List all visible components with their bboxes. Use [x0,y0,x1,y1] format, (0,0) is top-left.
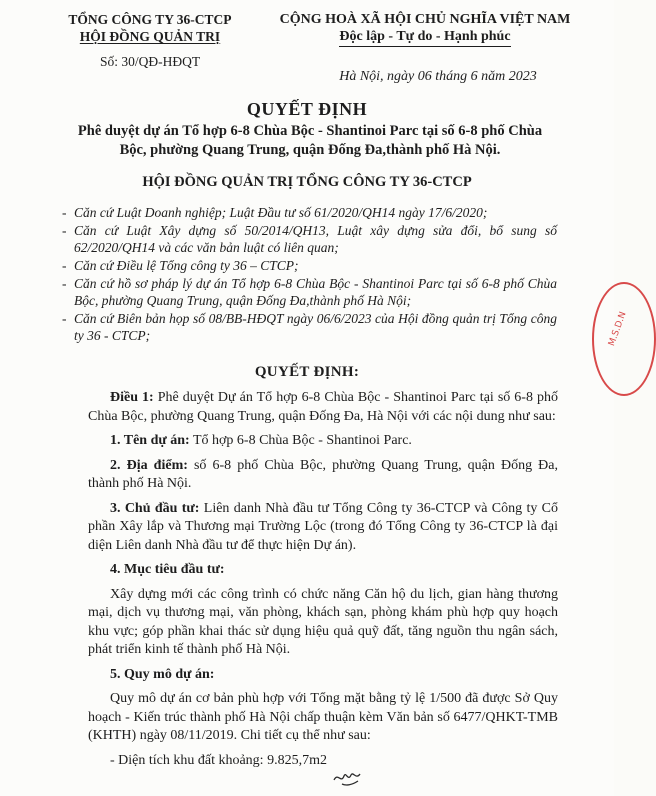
item-objective-text: Xây dựng mới các công trình có chức năng Căn hộ du lịch, gian hàng thương mại, dịch vụ thương mại, văn phòng, khách sạn, phòng khám phù hợp quy hoạch khu vực; góp phần khai thác sử dụng hiệu quả quỹ đất, tăng nguồn thu ngân sách, phát triển kinh tế thành phố Hà Nội. [88,586,558,657]
item-location: 2. Địa điểm: số 6-8 phố Chùa Bộc, phường Quang Trung, quận Đống Đa, thành phố Hà Nội. [88,457,558,491]
decision-body [88,389,558,776]
seal-text: M.S.D.N [607,310,629,348]
issue-date: Hà Nội, ngày 06 tháng 6 năm 2023 [339,69,537,84]
item-land-area: - Diện tích khu đất khoảng: 9.825,7m2 [110,752,327,768]
item-scale-label: 5. Quy mô dự án: [110,666,215,682]
legal-basis-item: - Căn cứ Điều lệ Tổng công ty 36 – CTCP; [62,258,299,273]
item-objective-label: 4. Mục tiêu đầu tư: [110,562,225,577]
council-heading: HỘI ĐỒNG QUẢN TRỊ TỔNG CÔNG TY 36-CTCP [142,174,472,190]
country-name: CỘNG HOÀ XÃ HỘI CHỦ NGHĨA VIỆT NAM [279,12,571,27]
company-seal [592,282,656,396]
legal-basis-item: - Căn cứ Biên bản họp số 08/BB-HĐQT ngày 06/6/2023 của Hội đồng quản trị Tổng công ty 36 - CTCP; [62,311,557,343]
issuer-block [60,11,240,70]
issuer-board: HỘI ĐỒNG QUẢN TRỊ [79,29,221,44]
item-project-name: 1. Tên dự án: Tổ hợp 6-8 Chùa Bộc - Shantinoi Parc. [110,433,412,448]
national-motto-block [250,11,600,47]
initials-signature [332,766,362,788]
decision-heading: QUYẾT ĐỊNH: [254,364,360,380]
document-subtitle: Phê duyệt dự án Tổ hợp 6-8 Chùa Bộc - Shantinoi Parc tại số 6-8 phố Chùa Bộc, phường Quang Trung, quận Đống Đa,thành phố Hà Nội. [77,123,543,158]
legal-basis-item: - Căn cứ Luật Doanh nghiệp; Luật Đầu tư số 61/2020/QH14 ngày 17/6/2020; [62,205,488,220]
item-investor: 3. Chủ đầu tư: Liên danh Nhà đầu tư Tổng Công ty 36-CTCP và Công ty Cổ phần Xây lắp và Thương mại Trường Lộc (trong đó Tổng Công ty 36-CTCP là đại diện Liên danh Nhà đầu tư để thực hiện Dự án). [88,500,558,553]
item-scale-text: Quy mô dự án cơ bản phù hợp với Tổng mặt bằng tỷ lệ 1/500 đã được Sở Quy hoạch - Kiến trúc thành phố Hà Nội chấp thuận kèm Văn bản số 6477/QHKT-TMB (KHTH) ngày 08/11/2019. Chi tiết cụ thể như sau: [88,691,558,743]
document-number: Số: 30/QĐ-HĐQT [99,54,201,69]
legal-basis-item: - Căn cứ Luật Xây dựng số 50/2014/QH13, Luật xây dựng sửa đổi, bổ sung số 62/2020/QH14 và các văn bản luật có liên quan; [62,223,557,255]
issuer-company: TỔNG CÔNG TY 36-CTCP [68,12,232,27]
legal-bases-list [62,204,557,345]
legal-basis-item: - Căn cứ hồ sơ pháp lý dự án Tổ hợp 6-8 Chùa Bộc - Shantinoi Parc tại số 6-8 phố Chùa Bộc, phường Quang Trung, quận Đống Đa,thành phố Hà Nội; [62,276,557,308]
document-title: QUYẾT ĐỊNH [246,99,368,119]
article-1: Điều 1: Phê duyệt Dự án Tổ hợp 6-8 Chùa Bộc - Shantinoi Parc tại số 6-8 phố Chùa Bộc, phường Quang Trung, quận Đống Đa, Hà Nội với các nội dung như sau: [88,390,558,424]
motto: Độc lập - Tự do - Hạnh phúc [339,28,510,47]
